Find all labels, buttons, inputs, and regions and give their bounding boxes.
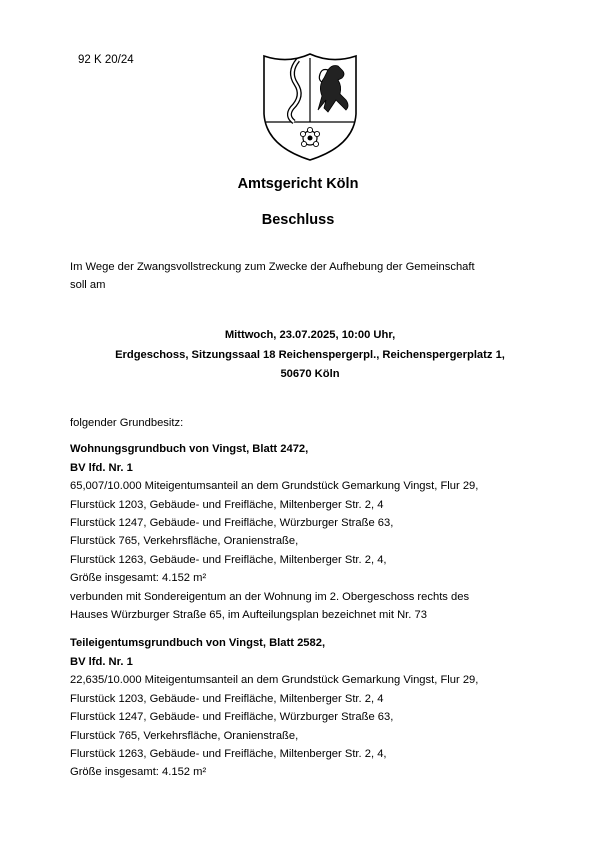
hearing-date: Mittwoch, 23.07.2025, 10:00 Uhr, <box>224 329 396 341</box>
property-line: Flurstück 1247, Gebäude- und Freifläche, Würzburger Straße 63, <box>70 711 394 724</box>
property-line: Größe insgesamt: 4.152 m² <box>70 766 207 779</box>
property-line: Flurstück 1203, Gebäude- und Freifläche, Miltenberger Str. 2, 4 <box>70 692 384 705</box>
case-reference: 92 K 20/24 <box>78 54 134 66</box>
property-intro: folgender Grundbesitz: <box>70 417 184 429</box>
property-block <box>70 440 540 624</box>
property-block <box>70 634 540 781</box>
court-name: Amtsgericht Köln <box>237 176 359 192</box>
hearing-details <box>40 326 580 385</box>
property-line: 22,635/10.000 Miteigentumsanteil an dem Grundstück Gemarkung Vingst, Flur 29, <box>70 674 479 687</box>
intro-line: Im Wege der Zwangsvollstreckung zum Zwecke der Aufhebung der Gemeinschaft <box>70 261 475 273</box>
register-heading: Teileigentumsgrundbuch von Vingst, Blatt 2582, <box>70 637 326 650</box>
coat-of-arms-icon <box>258 50 362 164</box>
intro-line: soll am <box>70 279 106 291</box>
property-line: Größe insgesamt: 4.152 m² <box>70 572 207 585</box>
property-line: Flurstück 765, Verkehrsfläche, Oranienstraße, <box>70 535 299 548</box>
property-line: Flurstück 1263, Gebäude- und Freifläche, Miltenberger Str. 2, 4, <box>70 553 387 566</box>
property-line: Flurstück 1203, Gebäude- und Freifläche, Miltenberger Str. 2, 4 <box>70 498 384 511</box>
property-line: Flurstück 1247, Gebäude- und Freifläche, Würzburger Straße 63, <box>70 517 394 530</box>
register-subheading: BV lfd. Nr. 1 <box>70 655 133 668</box>
property-line: Flurstück 765, Verkehrsfläche, Oranienstraße, <box>70 729 299 742</box>
intro-text <box>70 258 530 294</box>
register-subheading: BV lfd. Nr. 1 <box>70 461 133 474</box>
hearing-city: 50670 Köln <box>280 368 340 380</box>
property-section <box>70 414 540 792</box>
property-line: verbunden mit Sondereigentum an der Wohnung im 2. Obergeschoss rechts des <box>70 590 470 603</box>
property-line: Flurstück 1263, Gebäude- und Freifläche, Miltenberger Str. 2, 4, <box>70 747 387 760</box>
property-line: 65,007/10.000 Miteigentumsanteil an dem Grundstück Gemarkung Vingst, Flur 29, <box>70 480 479 493</box>
document-type: Beschluss <box>261 212 335 228</box>
hearing-location: Erdgeschoss, Sitzungssaal 18 Reichenspergerpl., Reichenspergerplatz 1, <box>115 348 505 361</box>
register-heading: Wohnungsgrundbuch von Vingst, Blatt 2472, <box>70 443 309 456</box>
property-line: Hauses Würzburger Straße 65, im Aufteilungsplan bezeichnet mit Nr. 73 <box>70 609 427 622</box>
